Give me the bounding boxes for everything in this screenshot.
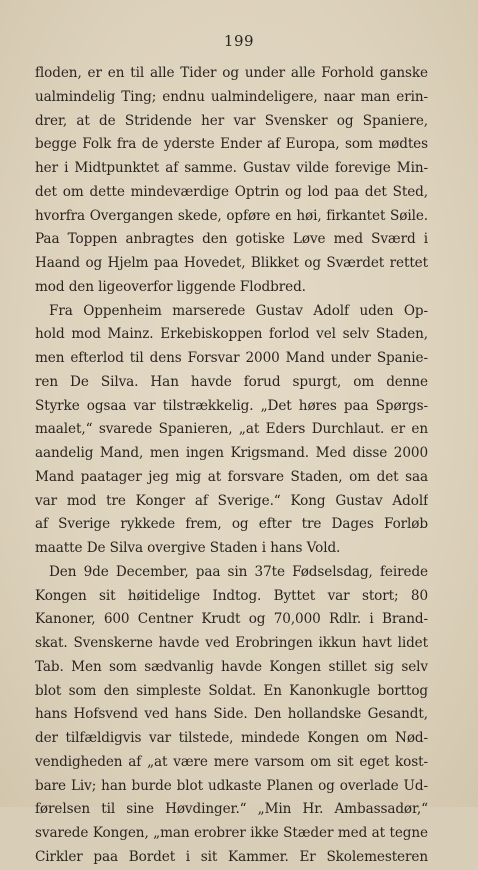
text-line: maalet,“ svarede Spanieren, „at Eders Durchlaut. er en xyxy=(35,421,428,438)
text-line: men efterlod til dens Forsvar 2000 Mand under Spanie- xyxy=(35,350,428,366)
text-line: maatte De Silva overgive Staden i hans Vold. xyxy=(35,540,341,556)
text-line: Kongen sit høitidelige Indtog. Byttet var stort; 80 xyxy=(35,587,428,604)
text-line: bare Liv; han burde blot udkaste Planen og overlade Ud- xyxy=(35,777,428,794)
body-text xyxy=(35,62,428,870)
text-line: Styrke ogsaa var tilstrækkelig. „Det høres paa Spørgs- xyxy=(35,397,428,414)
text-line: drer, at de Stridende her var Svensker og Spaniere, xyxy=(35,112,428,129)
text-line: Mand paatager jeg mig at forsvare Staden, om det saa xyxy=(35,468,428,485)
text-line: Tab. Men som sædvanlig havde Kongen stillet sig selv xyxy=(35,658,428,675)
text-line: ren De Silva. Han havde forud spurgt, om denne xyxy=(35,373,428,390)
text-line: hold mod Mainz. Erkebiskoppen forlod vel selv Staden, xyxy=(35,326,428,343)
text-line: Haand og Hjelm paa Hovedet, Blikket og Sværdet rettet xyxy=(35,255,428,271)
text-line: blot som den simpleste Soldat. En Kanonkugle borttog xyxy=(35,682,428,699)
text-line: begge Folk fra de yderste Ender af Europa, som mødtes xyxy=(35,136,428,153)
text-line: hvorfra Overgangen skede, opføre en høi, firkantet Søile. xyxy=(35,207,428,224)
text-line: hans Hofsvend ved hans Side. Den hollandske Gesandt, xyxy=(35,706,428,723)
text-line: aandelig Mand, men ingen Krigsmand. Med disse 2000 xyxy=(35,445,428,461)
text-line: førelsen til sine Høvdinger.“ „Min Hr. Ambassadør,“ xyxy=(35,801,428,818)
text-line: ualmindelig Ting; endnu ualmindeligere, naar man erin- xyxy=(35,88,428,105)
text-line: mod den ligeoverfor liggende Flodbred. xyxy=(35,278,306,295)
text-line: Paa Toppen anbragtes den gotiske Løve med Sværd i xyxy=(35,231,428,248)
text-line: skat. Svenskerne havde ved Erobringen ikkun havt lidet xyxy=(35,635,428,651)
text-line: der tilfældigvis var tilstede, mindede Kongen om Nød- xyxy=(35,730,428,746)
text-line: Den 9de December, paa sin 37te Fødselsdag, feirede xyxy=(49,563,428,580)
text-line: af Sverige rykkede frem, og efter tre Dages Forløb xyxy=(35,516,428,533)
text-line: var mod tre Konger af Sverige.“ Kong Gustav Adolf xyxy=(35,492,428,509)
text-line: det om dette mindeværdige Optrin og lod paa det Sted, xyxy=(35,183,428,200)
page-number: 199 xyxy=(223,32,255,50)
text-line: Cirkler paa Bordet i sit Kammer. Er Skolemesteren xyxy=(35,848,428,865)
text-line: Kanoner, 600 Centner Krudt og 70,000 Rdlr. i Brand- xyxy=(35,611,428,628)
text-line: svarede Kongen, „man erobrer ikke Stæder med at tegne xyxy=(35,825,428,841)
text-line: floden, er en til alle Tider og under alle Forhold ganske xyxy=(35,65,428,81)
text-line: her i Midtpunktet af samme. Gustav vilde forevige Min- xyxy=(35,160,428,176)
text-line: vendigheden af „at være mere varsom om sit eget kost- xyxy=(35,753,428,770)
text-line: Fra Oppenheim marserede Gustav Adolf uden Op- xyxy=(49,302,428,319)
